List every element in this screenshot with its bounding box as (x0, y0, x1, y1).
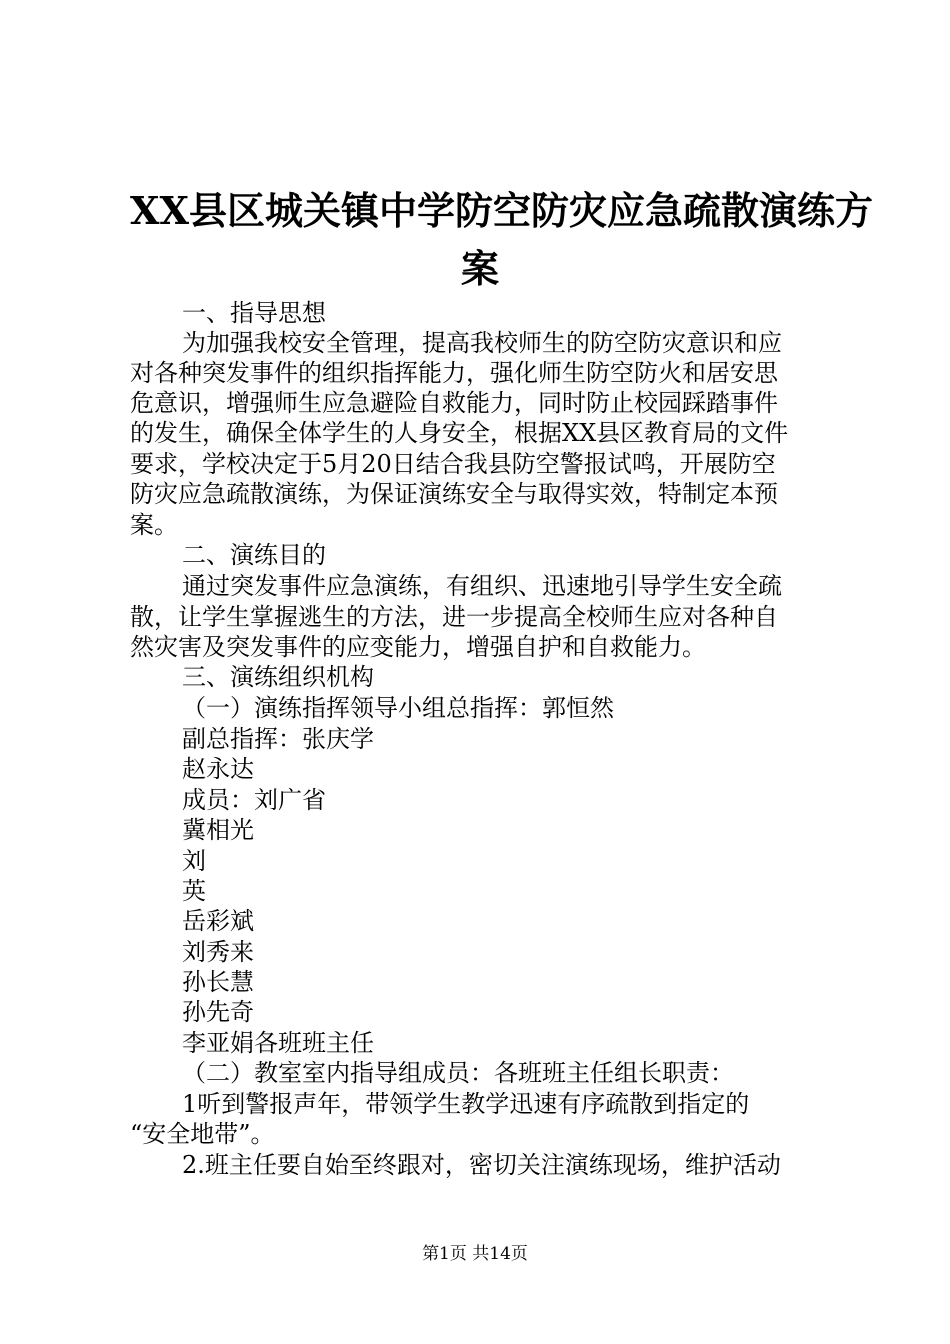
paragraph-line: 防灾应急疏散演练，为保证演练安全与取得实效，特制定本预 (130, 480, 778, 508)
list-item: 刘 (182, 847, 206, 875)
paragraph-line: 1听到警报声年，带领学生教学迅速有序疏散到指定的 (182, 1090, 750, 1118)
list-item: 孙先奇 (182, 998, 254, 1026)
paragraph-line: 散，让学生掌握逃生的方法，进一步提高全校师生应对各种自 (130, 603, 778, 631)
paragraph-line: 案。 (130, 511, 178, 539)
list-item: （二）教室室内指导组成员：各班班主任组长职责： (182, 1059, 734, 1087)
paragraph-line: 的发生，确保全体学生的人身安全，根据XX县区教育局的文件 (130, 419, 789, 447)
list-item: 副总指挥：张庆学 (182, 725, 374, 753)
list-item: 赵永达 (182, 755, 254, 783)
section-heading-guiding-ideology: 一、指导思想 (182, 299, 326, 327)
list-item: 李亚娟各班班主任 (182, 1029, 374, 1057)
section-heading-organization: 三、演练组织机构 (182, 663, 374, 691)
paragraph-line: 通过突发事件应急演练，有组织、迅速地引导学生安全疏 (182, 572, 782, 600)
paragraph-line: 危意识，增强师生应急避险自救能力，同时防止校园踩踏事件 (130, 389, 778, 417)
paragraph-line: 要求，学校决定于5月20日结合我县防空警报试鸣，开展防空 (130, 450, 776, 478)
list-item: 成员：刘广省 (182, 786, 326, 814)
list-item: 孙长慧 (182, 968, 254, 996)
paragraph-line: 为加强我校安全管理，提高我校师生的防空防灾意识和应 (182, 329, 782, 357)
paragraph-line: 然灾害及突发事件的应变能力，增强自护和自救能力。 (130, 633, 706, 661)
document-title-line-1: XX县区城关镇中学防空防灾应急疏散演练方 (130, 188, 873, 233)
list-item: 冀相光 (182, 816, 254, 844)
document-title-line-2: 案 (460, 246, 499, 291)
page-footer: 第1页 共14页 (422, 1244, 528, 1264)
list-item: （一）演练指挥领导小组总指挥：郭恒然 (182, 694, 614, 722)
list-item: 刘秀来 (182, 938, 254, 966)
paragraph-line: 2.班主任要自始至终跟对，密切关注演练现场，维护活动 (182, 1151, 781, 1179)
paragraph-line: “安全地带”。 (130, 1120, 275, 1148)
section-heading-drill-purpose: 二、演练目的 (182, 541, 326, 569)
list-item: 岳彩斌 (182, 907, 254, 935)
list-item: 英 (182, 877, 206, 905)
paragraph-line: 对各种突发事件的组织指挥能力，强化师生防空防火和居安思 (130, 359, 778, 387)
